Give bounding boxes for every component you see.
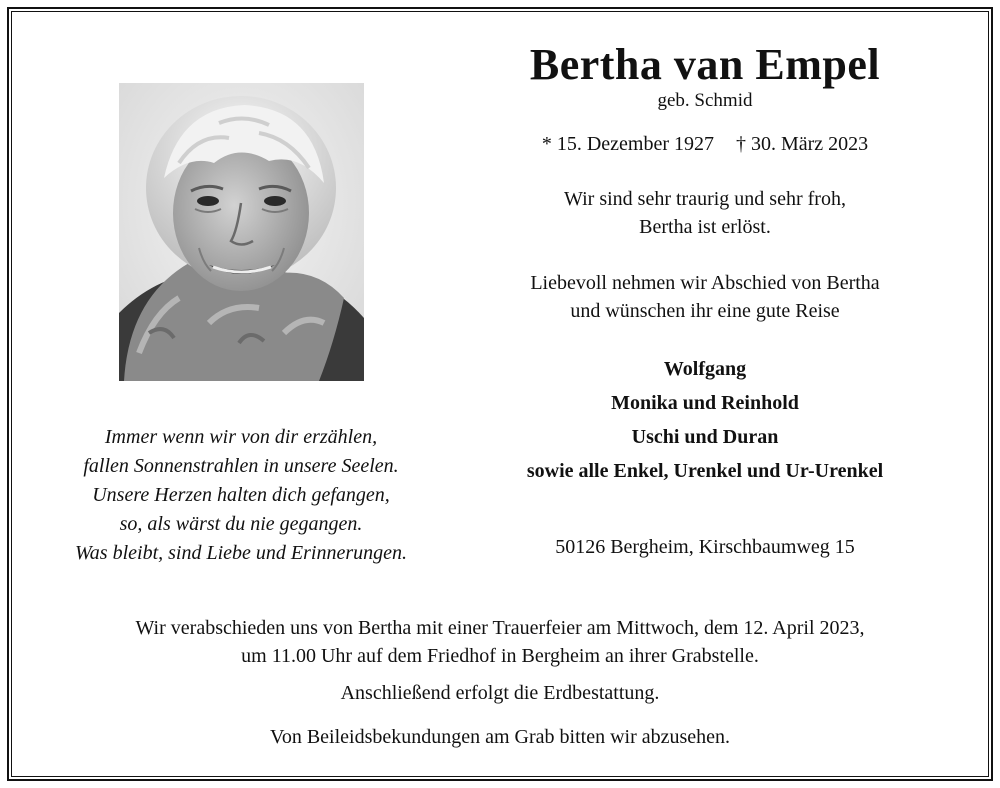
text-line: und wünschen ihr eine gute Reise bbox=[570, 300, 840, 322]
burial-line: Anschließend erfolgt die Erdbestattung. bbox=[340, 682, 660, 704]
text-line: Bertha ist erlöst. bbox=[639, 216, 771, 238]
deceased-name: Bertha van Empel bbox=[529, 40, 881, 89]
poem-line: Immer wenn wir von dir erzählen, bbox=[104, 426, 378, 448]
service-line: um 11.00 Uhr auf dem Friedhof in Bergheim an ihrer Grabstelle. bbox=[241, 645, 759, 667]
mourners-list bbox=[450, 352, 960, 488]
service-info bbox=[40, 614, 960, 670]
life-dates bbox=[450, 130, 960, 158]
mourner: sowie alle Enkel, Urenkel und Ur-Urenkel bbox=[526, 460, 884, 482]
birth-date: * 15. Dezember 1927 bbox=[541, 133, 714, 155]
service-line: Wir verabschieden uns von Bertha mit einer Trauerfeier am Mittwoch, dem 12. April 2023, bbox=[135, 617, 865, 639]
memorial-poem bbox=[40, 423, 442, 568]
message-sad-and-glad bbox=[450, 185, 960, 241]
poem-line: Unsere Herzen halten dich gefangen, bbox=[92, 484, 390, 506]
death-date: † 30. März 2023 bbox=[735, 133, 869, 155]
message-farewell bbox=[450, 269, 960, 325]
poem-line: fallen Sonnenstrahlen in unsere Seelen. bbox=[83, 455, 399, 477]
mourner: Wolfgang bbox=[663, 358, 747, 380]
mourner: Monika und Reinhold bbox=[611, 392, 799, 414]
condolences-line: Von Beileidsbekundungen am Grab bitten wir abzusehen. bbox=[269, 726, 731, 748]
text-line: Liebevoll nehmen wir Abschied von Bertha bbox=[530, 272, 880, 294]
poem-line: so, als wärst du nie gegangen. bbox=[119, 513, 363, 535]
text-line: Wir sind sehr traurig und sehr froh, bbox=[564, 188, 846, 210]
portrait-icon bbox=[119, 83, 364, 381]
portrait-photo bbox=[119, 83, 364, 381]
condolences-info bbox=[40, 723, 960, 751]
mourner: Uschi und Duran bbox=[631, 426, 779, 448]
birth-name: geb. Schmid bbox=[657, 90, 753, 111]
family-address: 50126 Bergheim, Kirschbaumweg 15 bbox=[555, 536, 855, 558]
burial-info bbox=[40, 679, 960, 707]
poem-line: Was bleibt, sind Liebe und Erinnerungen. bbox=[74, 542, 408, 564]
